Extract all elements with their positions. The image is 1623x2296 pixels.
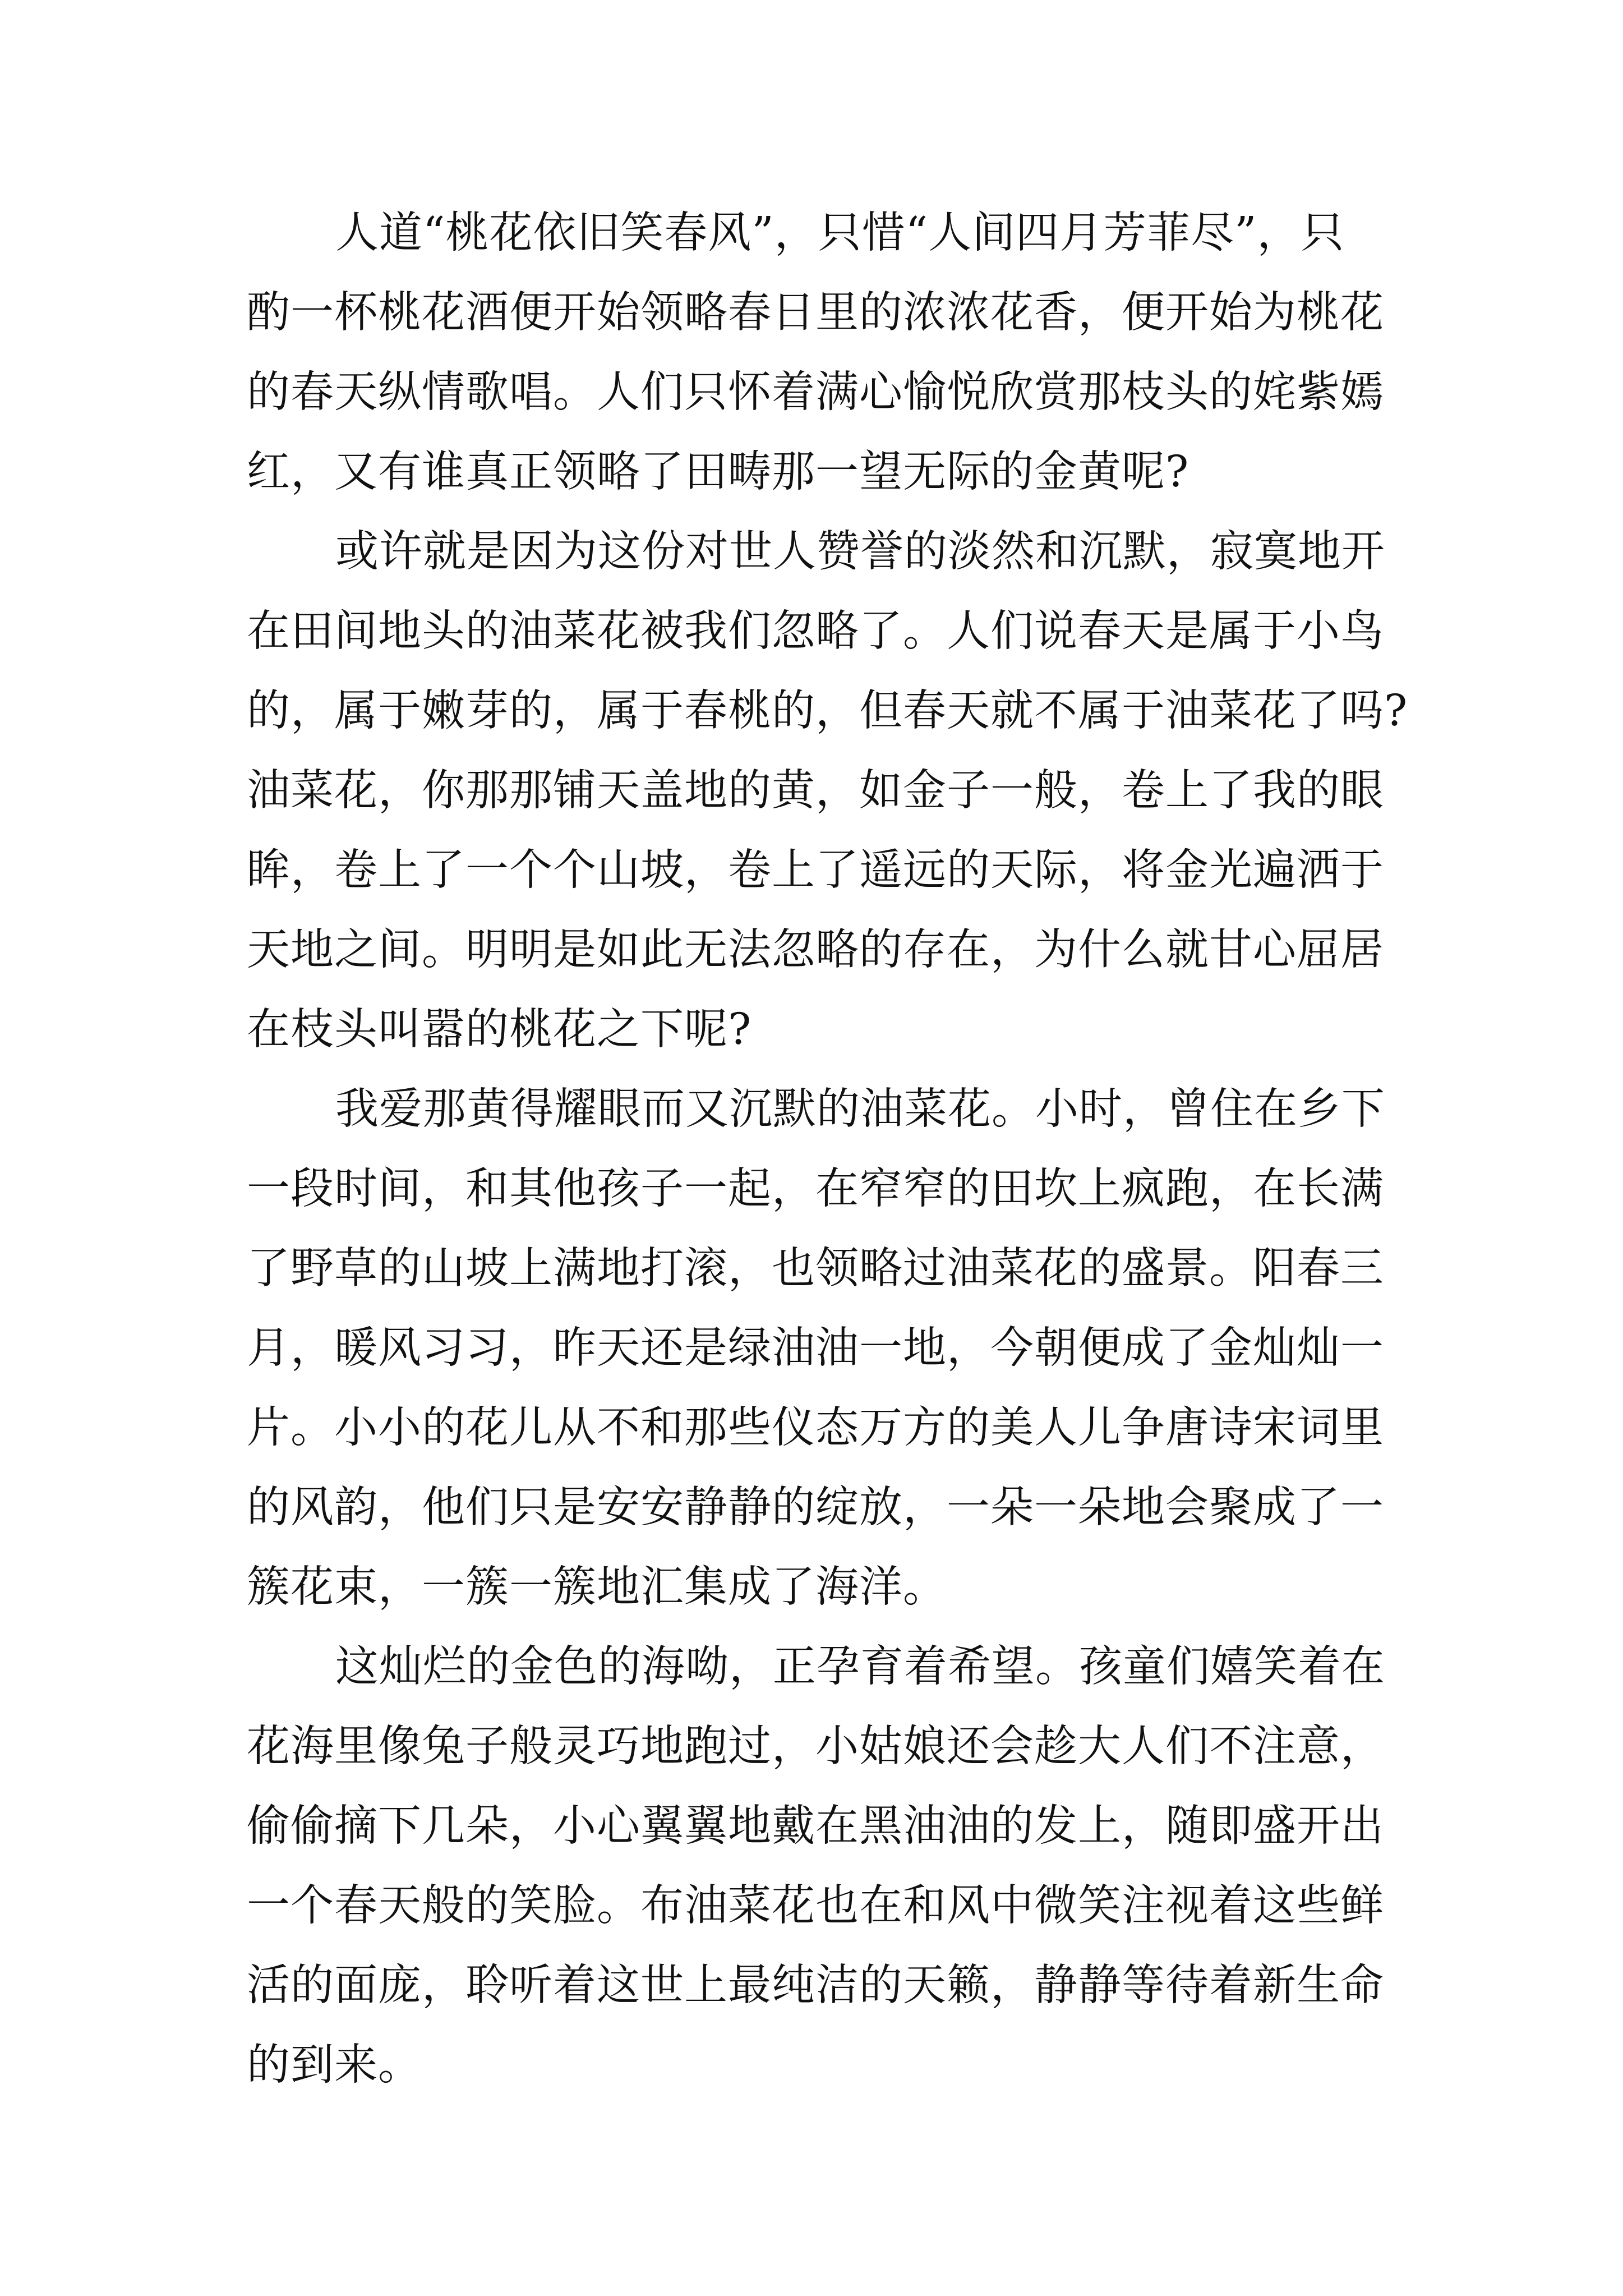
text-line: 在田间地头的油菜花被我们忽略了。人们说春天是属于小鸟: [247, 606, 1384, 656]
text-line: 眸，卷上了一个个山坡，卷上了遥远的天际，将金光遍洒于: [247, 845, 1384, 895]
text-line: 红，又有谁真正领略了田畴那一望无际的金黄呢?: [247, 447, 1189, 497]
text-line: 的春天纵情歌唱。人们只怀着满心愉悦欣赏那枝头的姹紫嫣: [247, 367, 1384, 417]
text-line: 了野草的山坡上满地打滚，也领略过油菜花的盛景。阳春三: [247, 1244, 1384, 1294]
paragraph-3: [247, 1070, 1385, 1627]
text-line: 一段时间，和其他孩子一起，在窄窄的田坎上疯跑，在长满: [247, 1164, 1384, 1214]
text-line: 酌一杯桃花酒便开始领略春日里的浓浓花香，便开始为桃花: [247, 288, 1384, 338]
text-line: 人道“桃花依旧笑春风”，只惜“人间四月芳菲尽”，只: [335, 208, 1345, 258]
text-line: 我爱那黄得耀眼而又沉默的油菜花。小时，曾住在乡下: [335, 1084, 1385, 1134]
document-body: [247, 194, 1408, 2105]
text-line: 簇花束，一簇一簇地汇集成了海洋。: [247, 1562, 947, 1612]
text-line: 在枝头叫嚣的桃花之下呢?: [247, 1005, 752, 1055]
text-line: 片。小小的花儿从不和那些仪态万方的美人儿争唐诗宋词里: [247, 1403, 1384, 1453]
text-line: 的风韵，他们只是安安静静的绽放，一朵一朵地会聚成了一: [247, 1483, 1384, 1533]
paragraph-4: [247, 1627, 1385, 2105]
text-line: 这灿烂的金色的海呦，正孕育着希望。孩童们嬉笑着在: [335, 1642, 1385, 1692]
paragraph-1: [247, 194, 1384, 512]
paragraph-2: [247, 512, 1408, 1070]
text-line: 月，暖风习习，昨天还是绿油油一地，今朝便成了金灿灿一: [247, 1323, 1384, 1373]
text-line: 一个春天般的笑脸。布油菜花也在和风中微笑注视着这些鲜: [247, 1881, 1384, 1931]
text-line: 活的面庞，聆听着这世上最纯洁的天籁，静静等待着新生命: [247, 1961, 1384, 2010]
text-line: 油菜花，你那那铺天盖地的黄，如金子一般，卷上了我的眼: [247, 766, 1384, 816]
text-line: 或许就是因为这份对世人赞誉的淡然和沉默，寂寞地开: [335, 527, 1385, 577]
text-line: 花海里像兔子般灵巧地跑过，小姑娘还会趁大人们不注意，: [247, 1722, 1384, 1772]
text-line: 的，属于嫩芽的，属于春桃的，但春天就不属于油菜花了吗?: [247, 686, 1408, 736]
text-line: 偷偷摘下几朵，小心翼翼地戴在黑油油的发上，随即盛开出: [247, 1801, 1384, 1851]
text-line: 天地之间。明明是如此无法忽略的存在，为什么就甘心屈居: [247, 925, 1384, 975]
text-line: 的到来。: [247, 2040, 422, 2090]
